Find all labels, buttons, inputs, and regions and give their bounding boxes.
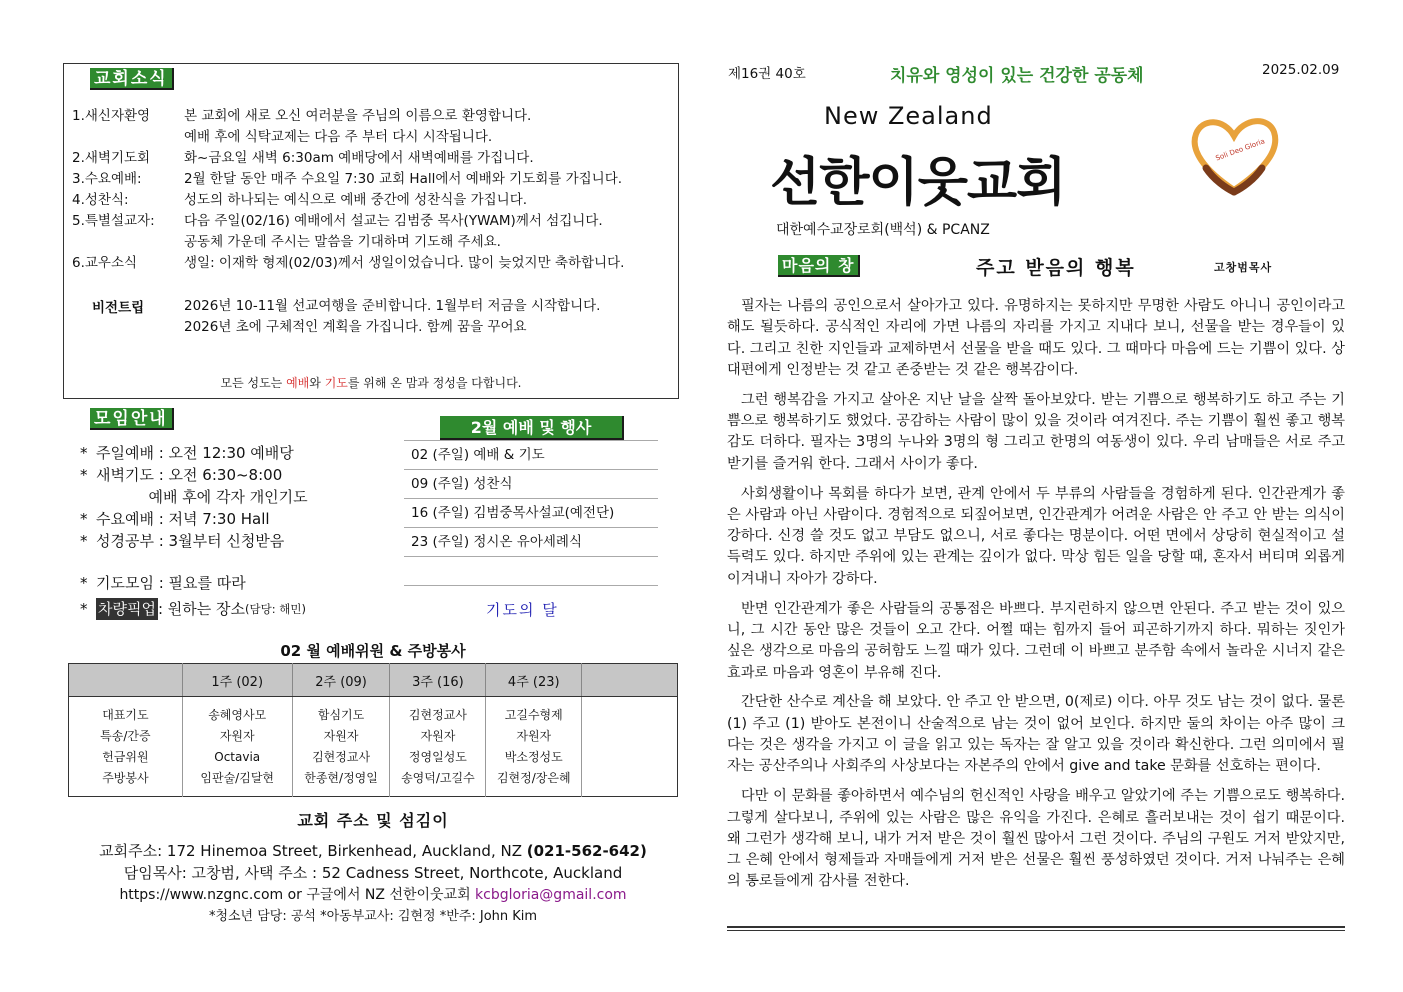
bullet-star: * xyxy=(80,574,88,592)
article-paragraph: 다만 이 문화를 좋아하면서 예수님의 헌신적인 사랑을 배우고 알았기에 주는 기쁨으로도 행복하다. 그렇게 살다보니, 주위에 있는 사람은 많은 유익을 가진다. 은혜로 흘러보내는 것이 쉽기 때문이다. 왜 그런가 생각해 보니, 내가 거저 받은 것이 훨씬 많아서 그런 것이다. 주님의 구원도 거저 받았지만, 그 은혜 안에서 형제들과 자매들에게 거저 받은 선물은 훨씬 풍성하였던 것이다. 거저 나눠주는 은혜의 통로들에게 감사를 전한다. xyxy=(727,788,1345,890)
meeting-item xyxy=(80,464,308,486)
duty-header-row xyxy=(69,664,678,697)
meeting-item-text: 예배 후에 각자 개인기도 xyxy=(96,488,308,506)
duty-cell: 자원자 xyxy=(182,726,292,747)
sermon-author: 고창범목사 xyxy=(1214,261,1273,274)
news-item xyxy=(72,211,664,253)
vision-trip-key: 비전트립 xyxy=(92,300,145,316)
duty-header: 4주 (23) xyxy=(486,664,582,697)
bottom-rule xyxy=(727,930,1345,931)
logo-text: Soli Deo Gloria xyxy=(1214,137,1266,163)
news-item xyxy=(72,106,664,148)
news-item xyxy=(72,148,664,169)
address-block xyxy=(68,840,678,928)
duty-cell: 김현정/장은혜 xyxy=(486,768,582,797)
meeting-item xyxy=(80,508,308,530)
duty-cell: 한종현/정영일 xyxy=(292,768,390,797)
bulletin-date: 2025.02.09 xyxy=(1262,62,1340,78)
duty-cell: 김현정교사 xyxy=(292,747,390,768)
church-news-label: 교회소식 xyxy=(90,68,174,90)
duty-table-title: 02 월 예배위원 & 주방봉사 xyxy=(280,642,466,660)
car-pickup-label: 차량픽업 xyxy=(98,600,156,618)
event-row-empty xyxy=(404,557,658,586)
duty-role: 주방봉사 xyxy=(102,770,149,785)
prayer-month: 기도의 달 xyxy=(486,601,559,619)
event-row: 02 (주일) 예배 & 기도 xyxy=(404,441,658,470)
car-pickup-note: (담당: 해민) xyxy=(245,602,306,616)
news-item-key: 4.성찬식: xyxy=(72,192,129,208)
news-item-line: 2월 한달 동안 매주 수요일 7:30 교회 Hall에서 예배와 기도회를 가집니다. xyxy=(184,171,623,187)
news-item-key: 2.새벽기도회 xyxy=(72,150,151,166)
duty-table xyxy=(68,663,678,797)
meeting-item-text: 새벽기도 : 오전 6:30~8:00 xyxy=(96,466,283,484)
duty-cell xyxy=(582,726,678,747)
duty-header xyxy=(69,664,183,697)
meeting-item xyxy=(80,442,308,464)
meeting-item-text: 기도모임 : 필요를 따라 xyxy=(96,574,246,592)
event-row: 16 (주일) 김범중목사설교(예전단) xyxy=(404,499,658,528)
pastor-address: 담임목사: 고창범, 사택 주소 : 52 Cadness Street, Northcote, Auckland xyxy=(123,864,623,882)
duty-role: 헌금위원 xyxy=(102,750,149,764)
left-hand xyxy=(1206,168,1234,192)
right-hand xyxy=(1234,168,1262,192)
column-label: 마음의 창 xyxy=(778,255,860,277)
duty-cell: Octavia xyxy=(182,747,292,768)
news-footer-prayer: 기도 xyxy=(324,376,348,390)
news-footer-text: 모든 성도는 xyxy=(220,376,287,390)
event-row: 09 (주일) 성찬식 xyxy=(404,470,658,499)
meeting-item xyxy=(80,486,308,508)
table-row xyxy=(69,726,678,747)
duty-cell xyxy=(582,697,678,726)
news-footer-text: 를 위해 온 맘과 정성을 다합니다. xyxy=(347,376,522,390)
duty-cell: 자원자 xyxy=(292,726,390,747)
vision-trip-line: 2026년 초에 구체적인 계획을 가집니다. 함께 꿈을 꾸어요 xyxy=(184,319,527,335)
table-row xyxy=(69,768,678,797)
news-footer-text: 와 xyxy=(309,376,325,390)
website-text[interactable]: https://www.nzgnc.com or 구글에서 NZ 선한이웃교회 xyxy=(119,887,476,903)
article-paragraph: 그런 행복감을 가지고 살아온 지난 날을 살짝 돌아보았다. 받는 기쁨으로 행복하기도 하고 주는 기쁨으로 행복하기도 했었다. 공감하는 사람이 많이 있을 것이라 여겨진다. 주는 기쁨이 훨씬 좋고 행복감도 더하다. 필자는 3명의 누나와 3명의 형 그리고 한명의 여동생이 있다. 우리 남매들은 서로 주고 받기를 즐거워 한다. 그래서 사이가 좋다. xyxy=(727,391,1345,472)
bullet-star: * xyxy=(80,444,88,462)
news-item xyxy=(72,169,664,190)
news-footer-worship: 예배 xyxy=(286,376,310,390)
news-footer xyxy=(64,374,678,391)
article-paragraph: 반면 인간관계가 좋은 사람들의 공통점은 바쁘다. 부지런하지 않으면 안된다. 주고 받는 것이 있으니, 그 시간 동안 많은 것들이 오고 간다. 어쩔 때는 힘까지 들어 피곤하기까지 하다. 뭐하는 짓인가 싶은 생각으로 마음의 공허함도 느낄 때가 있다. 그런데 이 바쁘고 분주함 속에서 놀라운 시너지 같은 효과로 마음과 영혼이 부유해 진다. xyxy=(727,600,1345,681)
duty-cell: 정영일성도 xyxy=(390,747,486,768)
news-item-line: 예배 후에 식탁교제는 다음 주 부터 다시 시작됩니다. xyxy=(184,129,493,145)
denomination: 대한예수교장로회(백석) & PCANZ xyxy=(776,222,990,238)
bullet-star: * xyxy=(80,532,88,550)
duty-header: 3주 (16) xyxy=(390,664,486,697)
bullet-star: * xyxy=(80,466,88,484)
church-news-list xyxy=(72,106,664,274)
article-paragraph: 간단한 산수로 계산을 해 보았다. 안 주고 안 받으면, 0(제로) 이다. 아무 것도 남는 것이 없다. 물론 (1) 주고 (1) 받아도 본전이니 산술적으로 남는 것이 없어 보인다. 하지만 둘의 차이는 아주 많이 크다는 것은 생각을 가지고 이 글을 읽고 있는 독자는 잘 알고 있을 것이라 확신한다. 그런 의미에서 필자는 공산주의나 사회주의 사상보다는 자본주의 안에서 give and take 문화를 선호하는 편이다. xyxy=(727,694,1345,775)
web-line xyxy=(68,884,678,906)
february-events-list xyxy=(404,440,658,586)
duty-cell: 고길수형제 xyxy=(486,697,582,726)
news-item-line: 화~금요일 새벽 6:30am 예배당에서 새벽예배를 가집니다. xyxy=(184,150,534,166)
volume-number: 제16권 40호 xyxy=(728,66,806,82)
february-events-title: 2월 예배 및 행사 xyxy=(440,416,624,440)
table-row xyxy=(69,747,678,768)
news-item-line: 본 교회에 새로 오신 여러분을 주님의 이름으로 환영합니다. xyxy=(184,108,532,124)
bullet-star: * xyxy=(80,510,88,528)
meeting-label: 모임안내 xyxy=(90,408,174,430)
staff-line: *청소년 담당: 공석 *아동부교사: 김현정 *반주: John Kim xyxy=(208,909,538,924)
news-item-line: 성도의 하나되는 예식으로 예배 중간에 성찬식을 가집니다. xyxy=(184,192,528,208)
table-row xyxy=(69,697,678,726)
church-address-text: 교회주소: 172 Hinemoa Street, Birkenhead, Auckland, NZ xyxy=(99,842,527,860)
duty-cell xyxy=(582,747,678,768)
duty-header: 1주 (02) xyxy=(182,664,292,697)
email-link[interactable]: kcbgloria@gmail.com xyxy=(475,887,627,903)
car-pickup-text: : 원하는 장소 xyxy=(157,600,246,618)
duty-cell: 박소정성도 xyxy=(486,747,582,768)
bullet-star xyxy=(80,486,96,508)
duty-cell: 자원자 xyxy=(486,726,582,747)
news-item xyxy=(72,253,664,274)
vision-trip-text xyxy=(184,296,600,338)
meeting-item-text: 수요예배 : 저녁 7:30 Hall xyxy=(96,510,270,528)
church-name: 선한이웃교회 xyxy=(770,153,1066,213)
duty-cell: 임판술/김달현 xyxy=(182,768,292,797)
duty-cell: 자원자 xyxy=(390,726,486,747)
duty-cell: 송혜영사모 xyxy=(182,697,292,726)
news-item-key: 3.수요예배: xyxy=(72,171,142,187)
sermon-article xyxy=(727,296,1345,901)
church-address xyxy=(68,840,678,862)
vision-trip-line: 2026년 10-11월 선교여행을 준비합니다. 1월부터 저금을 시작합니다. xyxy=(184,298,601,314)
duty-header xyxy=(582,664,678,697)
article-paragraph: 사회생활이나 목회를 하다가 보면, 관계 안에서 두 부류의 사람들을 경험하게 된다. 인간관계가 좋은 사람과 아닌 사람이다. 경험적으로 되짚어보면, 인간관계가 어려운 사람은 안 주고 안 받는 의식이 강하다. 신경 쓸 것도 없고 부담도 없으니, 서로 좋다는 명분이다. 어떤 면에서 상당히 현실적이고 설득력도 있다. 하지만 주위에 있는 관계는 깊이가 없다. 막상 힘든 일을 당할 때, 혼자서 버티며 외롭게 이겨내니 자아가 강하다. xyxy=(727,485,1345,587)
country-title: New Zealand xyxy=(824,102,993,130)
news-item-line: 생일: 이재학 형제(02/03)께서 생일이었습니다. 많이 늦었지만 축하합니다. xyxy=(184,255,625,271)
news-item-key: 5.특별설교자: xyxy=(72,213,155,229)
news-item-line: 다음 주일(02/16) 예배에서 설교는 김범중 목사(YWAM)께서 섬깁니다. xyxy=(184,213,603,229)
news-item-key: 6.교우소식 xyxy=(72,255,138,271)
duty-role: 특송/간증 xyxy=(100,729,151,743)
duty-cell: 함심기도 xyxy=(292,697,390,726)
meeting-item xyxy=(80,530,308,552)
church-motto: 치유와 영성이 있는 건강한 공동체 xyxy=(890,66,1144,86)
meeting-list xyxy=(80,442,308,620)
news-item xyxy=(72,190,664,211)
duty-header: 2주 (09) xyxy=(292,664,390,697)
event-row: 23 (주일) 정시온 유아세례식 xyxy=(404,528,658,557)
duty-cell xyxy=(582,768,678,797)
news-item-line: 공동체 가운데 주시는 말씀을 기대하며 기도해 주세요. xyxy=(184,234,501,250)
duty-role: 대표기도 xyxy=(102,708,149,723)
church-news-box xyxy=(63,63,679,399)
church-phone: (021-562-642) xyxy=(526,842,647,860)
heart-hands-logo-icon xyxy=(1184,110,1284,198)
meeting-item-car xyxy=(80,598,308,620)
news-item-key: 1.새신자환영 xyxy=(72,108,151,124)
bullet-star: * xyxy=(80,600,88,618)
bottom-rule xyxy=(727,926,1345,928)
duty-cell: 송영덕/고길수 xyxy=(390,768,486,797)
meeting-item-text: 주일예배 : 오전 12:30 예배당 xyxy=(96,444,294,462)
meeting-item-text: 성경공부 : 3월부터 신청받음 xyxy=(96,532,285,550)
meeting-item-prayer xyxy=(80,572,308,594)
duty-cell: 김현정교사 xyxy=(390,697,486,726)
article-paragraph: 필자는 나름의 공인으로서 살아가고 있다. 유명하지는 못하지만 무명한 사람도 아니니 공인이라고 해도 될듯하다. 공식적인 자리에 가면 나름의 자리를 가지고 지내다 보니, 선물을 받는 경우들이 있다. 그리고 친한 지인들과 교제하면서 선물을 받을 때도 있다. 그 때마다 마음에 드는 기쁨이 있다. 상대편에게 인정받는 것 같고 존중받는 것 같은 행복감이다. xyxy=(727,298,1345,378)
address-title: 교회 주소 및 섬김이 xyxy=(297,811,449,830)
sermon-title: 주고 받음의 행복 xyxy=(976,257,1136,279)
